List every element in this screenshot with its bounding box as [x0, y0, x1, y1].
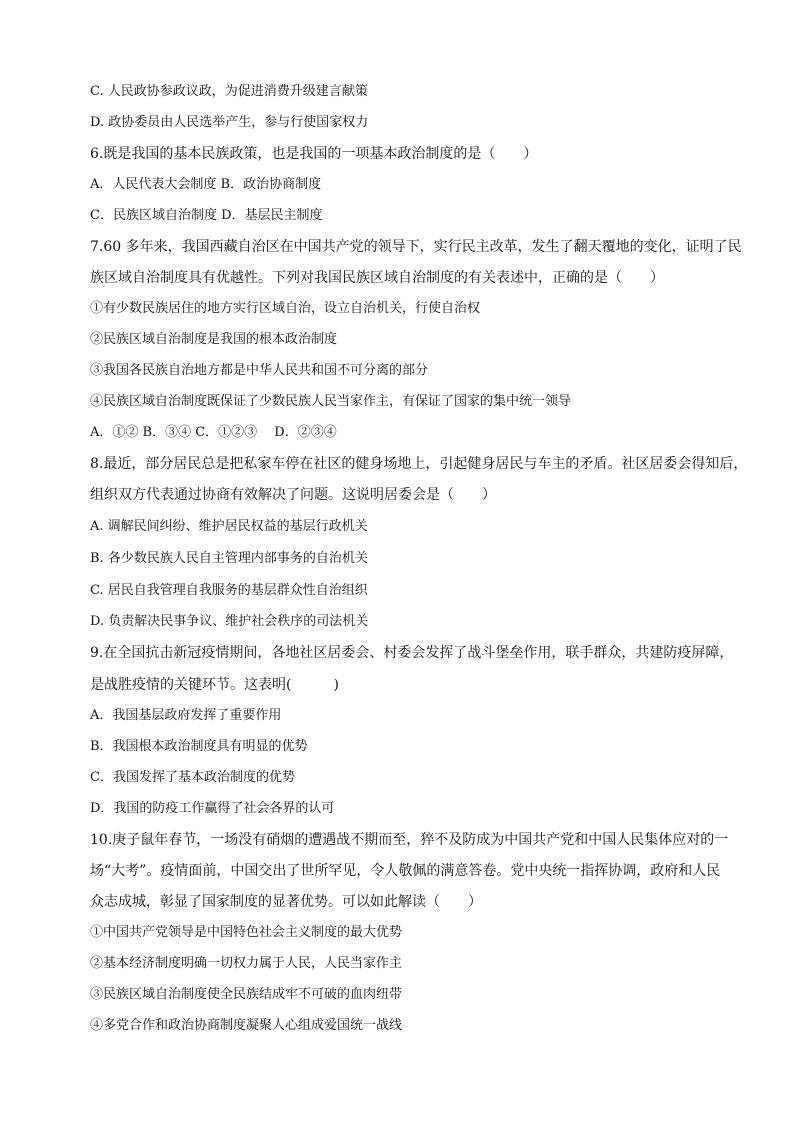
q10-stem-line-2: 场“大考”。疫情面前，中国交出了世所罕见，令人敬佩的满意答卷。党中央统一指挥协调，政府和人民: [90, 863, 721, 879]
q7-item-2: ②民族区域自治制度是我国的根本政治制度: [90, 332, 338, 347]
q5-option-d: D. 政协委员由人民选举产生，参与行使国家权力: [90, 115, 369, 130]
q6-stem: 6.既是我国的基本民族政策，也是我国的一项基本政治制度的是（ ）: [90, 146, 538, 162]
q10-stem-line-3: 众志成城，彰显了国家制度的显著优势。可以如此解读（ ）: [90, 894, 482, 910]
q7-stem-line-1: 7.60 多年来，我国西藏自治区在中国共产党的领导下，实行民主改革，发生了翻天覆地的变化，证明了民: [90, 239, 742, 255]
q6-options-cd: C．民族区域自治制度 D．基层民主制度: [90, 208, 323, 223]
q9-option-c: C．我国发挥了基本政治制度的优势: [90, 770, 295, 785]
q8-option-d: D. 负责解决民事争议、维护社会秩序的司法机关: [90, 614, 369, 629]
q8-stem-line-1: 8.最近，部分居民总是把私家车停在社区的健身场地上，引起健身居民与车主的矛盾。社区居委会得知后，: [90, 456, 748, 472]
q10-item-1: ①中国共产党领导是中国特色社会主义制度的最大优势: [90, 925, 403, 940]
q8-stem-line-2: 组织双方代表通过协商有效解决了问题。这说明居委会是（ ）: [90, 487, 496, 503]
q9-option-a: A．我国基层政府发挥了重要作用: [90, 708, 282, 723]
q9-stem-line-2: 是战胜疫情的关键环节。这表明( ): [90, 677, 339, 693]
q10-item-3: ③民族区域自治制度使全民族结成牢不可破的血肉纽带: [90, 987, 403, 1002]
q7-stem-line-2: 族区域自治制度具有优越性。下列对我国民族区域自治制度的有关表述中，正确的是（ ）: [90, 270, 664, 286]
q9-option-d: D．我国的防疫工作赢得了社会各界的认可: [90, 801, 335, 816]
q8-option-c: C. 居民自我管理自我服务的基层群众性自治组织: [90, 583, 368, 598]
q9-stem-line-1: 9.在全国抗击新冠疫情期间，各地社区居委会、村委会发挥了战斗堡垒作用，联手群众，共建防疫屏障，: [90, 645, 734, 661]
q7-item-1: ①有少数民族居住的地方实行区域自治，设立自治机关，行使自治权: [90, 301, 481, 316]
q6-options-ab: A．人民代表大会制度 B．政治协商制度: [90, 177, 322, 192]
q10-item-2: ②基本经济制度明确一切权力属于人民，人民当家作主: [90, 956, 403, 971]
q7-item-3: ③我国各民族自治地方都是中华人民共和国不可分离的部分: [90, 363, 429, 378]
q5-option-c: C. 人民政协参政议政，为促进消费升级建言献策: [90, 84, 368, 99]
q10-item-4: ④多党合作和政治协商制度凝聚人心组成爱国统一战线: [90, 1018, 403, 1033]
q9-option-b: B．我国根本政治制度具有明显的优势: [90, 739, 308, 754]
q8-option-b: B. 各少数民族人民自主管理内部事务的自治机关: [90, 551, 368, 566]
q8-option-a: A. 调解民间纠纷、维护居民权益的基层行政机关: [90, 519, 368, 534]
q7-item-4: ④民族区域自治制度既保证了少数民族人民当家作主，有保证了国家的集中统一领导: [90, 394, 572, 409]
q7-options: A．①② B．③④ C．①②③ D．②③④: [90, 425, 337, 440]
q10-stem-line-1: 10.庚子鼠年春节，一场没有硝烟的遭遇战不期而至，猝不及防成为中国共产党和中国人民集体应对的一: [90, 832, 729, 848]
